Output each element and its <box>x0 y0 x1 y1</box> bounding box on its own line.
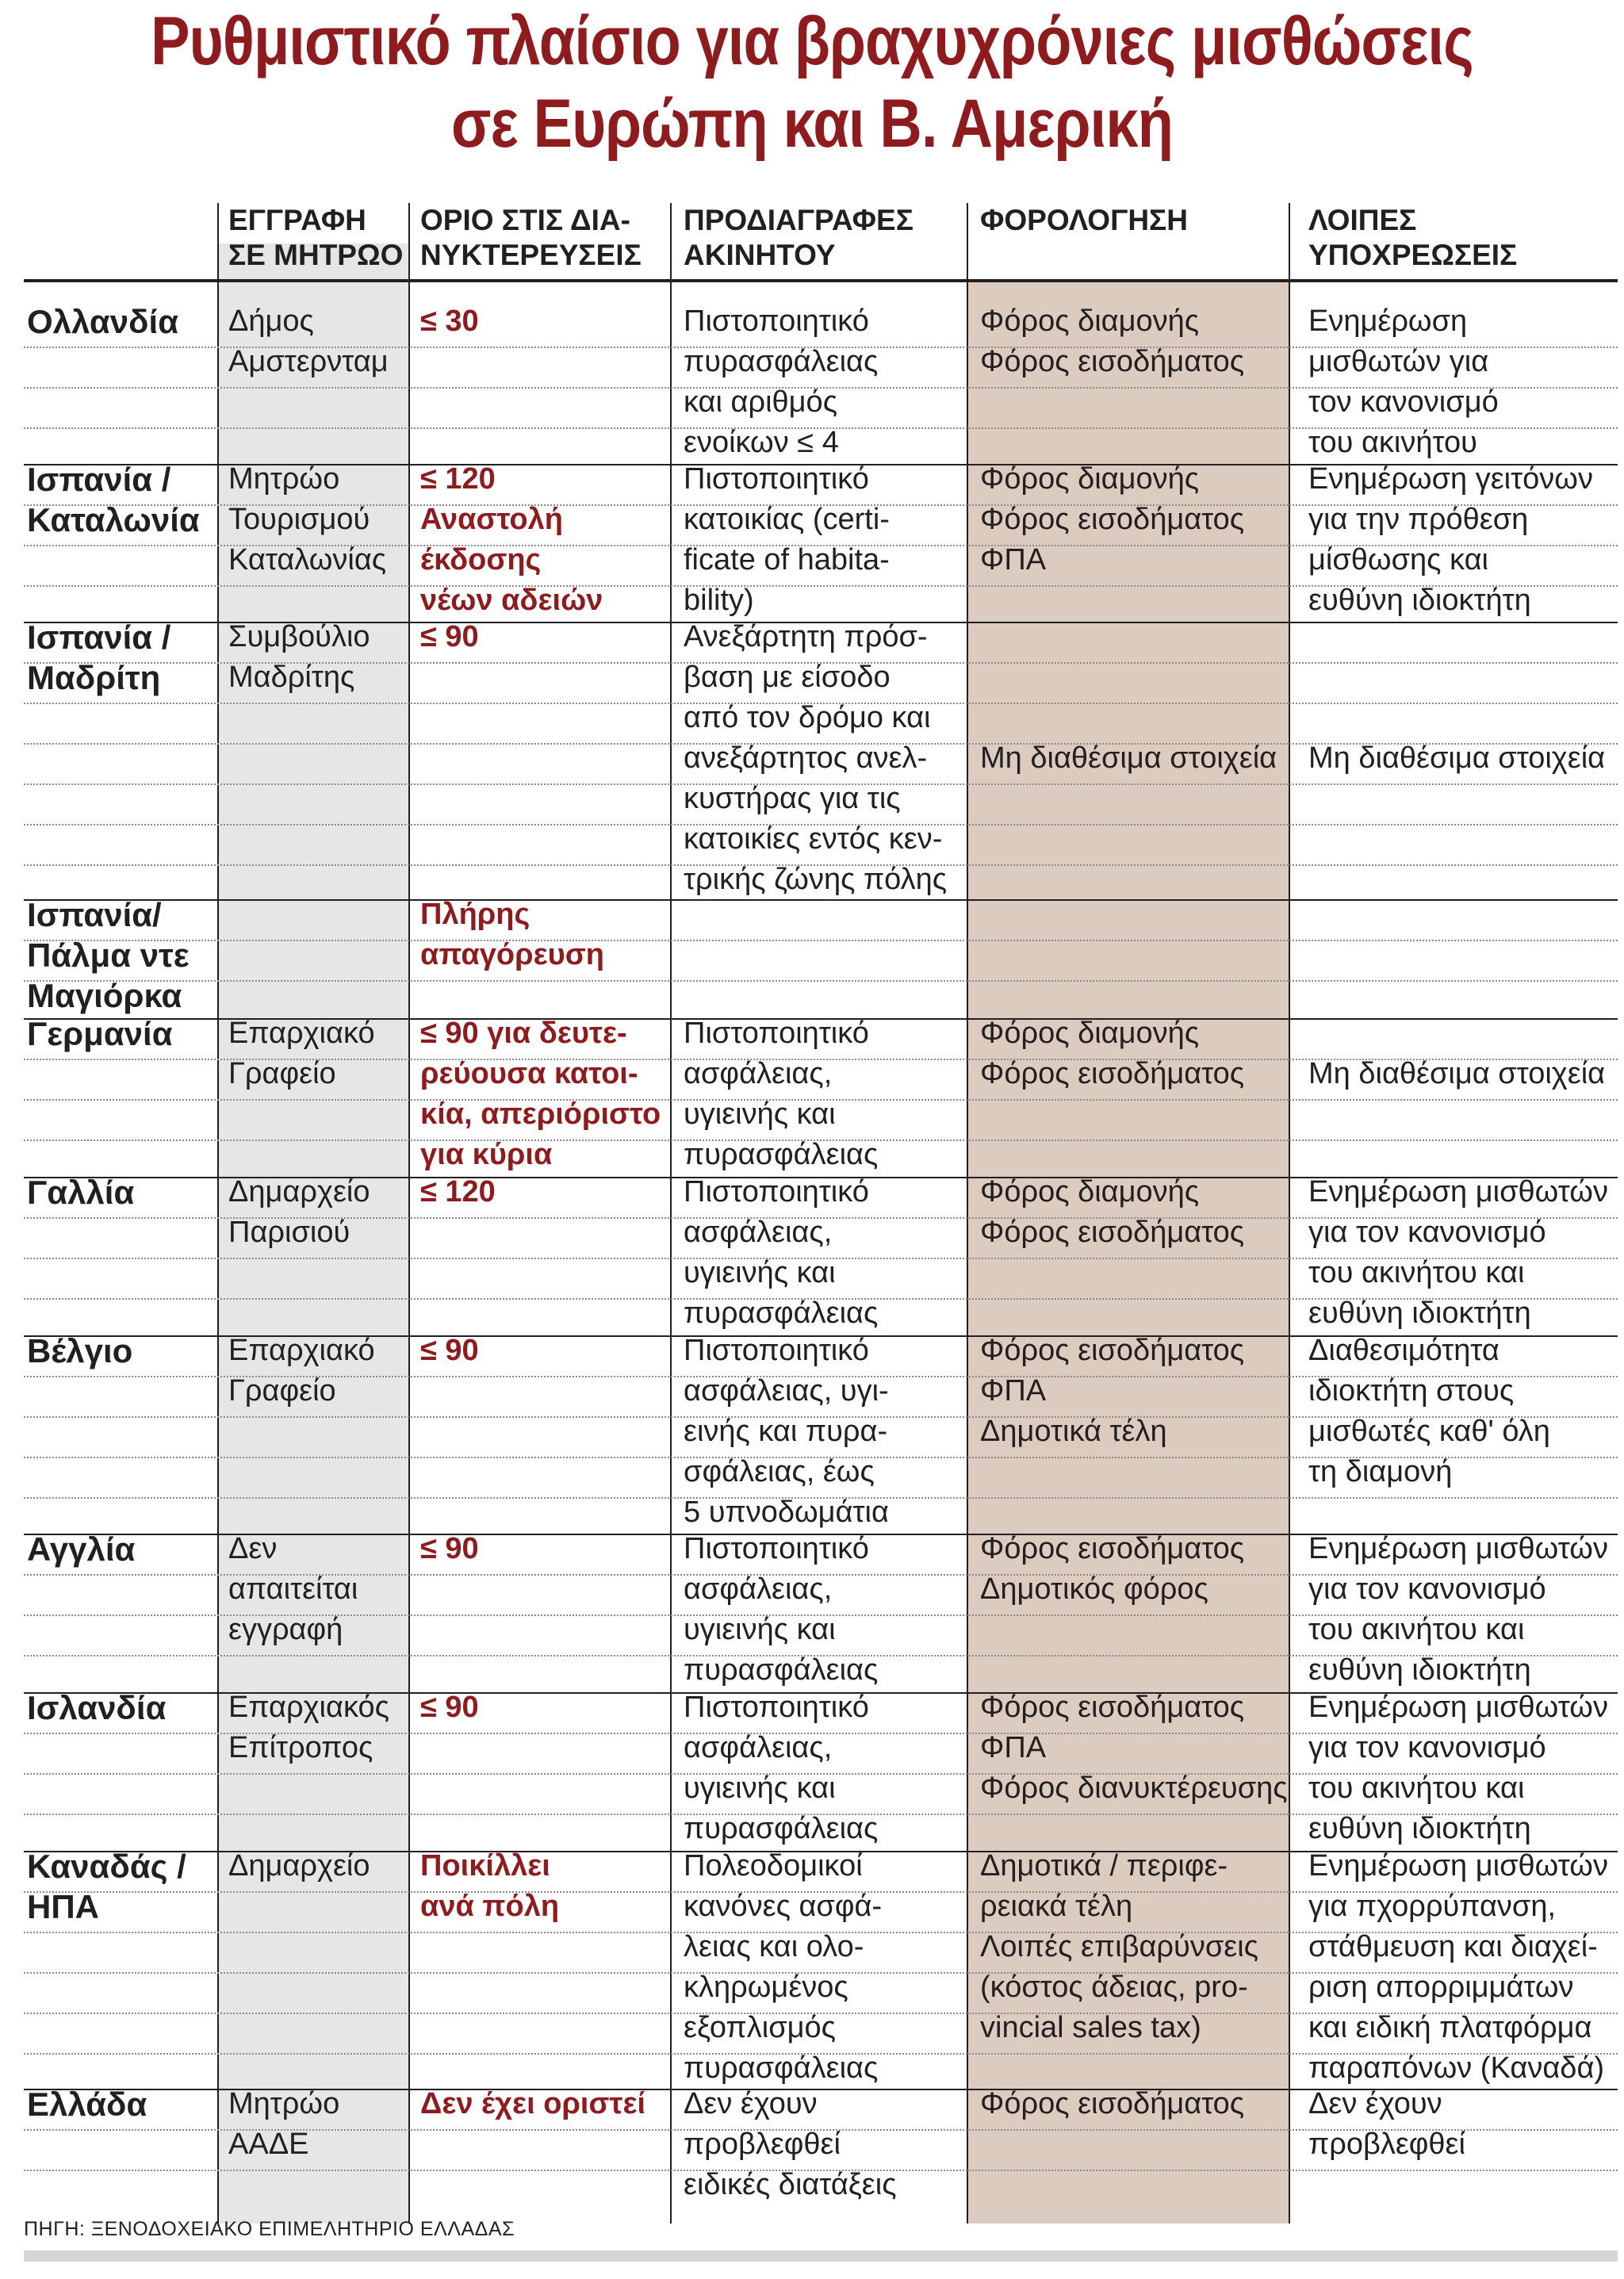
other-cell: Ενημέρωση γειτόνων για την πρόθεση μίσθωσης και ευθύνη ιδιοκτήτη <box>1308 462 1593 617</box>
specs-cell: Πιστοποιητικό ασφάλειας, υγιεινής και πυρασφάλειας <box>684 1017 879 1171</box>
limit-cell: Δεν έχει οριστεί <box>420 2087 646 2120</box>
specs-cell: Πιστοποιητικό ασφάλειας, υγιεινής και πυρασφάλειας <box>684 1691 879 1845</box>
header-other: ΛΟΙΠΕΣ ΥΠΟΧΡΕΩΣΕΙΣ <box>1308 204 1518 271</box>
tax-cell: Φόρος εισοδήματος Δημοτικός φόρος <box>980 1532 1245 1606</box>
registry-cell: Επαρχιακό Γραφείο <box>228 1017 375 1090</box>
other-cell: Ενημέρωση μισθωτών για τον κανονισμό του ακινήτου και ευθύνη ιδιοκτήτη <box>1308 1175 1608 1330</box>
specs-cell: Πιστοποιητικό κατοικίας (certi- ficate of habita- bility) <box>684 462 890 617</box>
country-cell: Ελλάδα <box>27 2086 147 2123</box>
specs-cell: Πολεοδομικοί κανόνες ασφά- λειας και ολο- κληρωμένος εξοπλισμός πυρασφάλειας <box>684 1849 883 2085</box>
specs-cell: Πιστοποιητικό ασφάλειας, υγιεινής και πυρασφάλειας <box>684 1175 879 1330</box>
header-registry: ΕΓΓΡΑΦΗ ΣΕ ΜΗΤΡΩΟ <box>228 204 404 271</box>
tax-cell: Φόρος διαμονής Φόρος εισοδήματος <box>980 1017 1245 1090</box>
tax-cell: Μη διαθέσιμα στοιχεία <box>980 741 1277 775</box>
limit-cell: ≤ 120 <box>420 1175 496 1208</box>
dotted-rule <box>24 940 1618 941</box>
registry-cell: Δημαρχείο <box>228 1849 370 1883</box>
limit-cell: Ποικίλλει ανά πόλη <box>420 1849 560 1923</box>
other-cell: Ενημέρωση μισθωτών για τον κανονισμό του ακινήτου <box>1308 305 1499 459</box>
country-cell: Αγγλία <box>27 1530 136 1568</box>
other-cell: Μη διαθέσιμα στοιχεία <box>1308 741 1606 775</box>
dotted-rule <box>24 980 1618 982</box>
title-line-1: Ρυθμιστικό πλαίσιο για βραχυχρόνιες μισθώσεις <box>151 3 1473 79</box>
tax-cell: Φόρος διαμονής Φόρος εισοδήματος <box>980 1175 1245 1249</box>
specs-cell: Ανεξάρτητη πρόσ- βαση με είσοδο από τον δρόμο και ανεξάρτητος ανελ- κυστήρας για τις κατοικίες εντός κεν- τρικής ζώνης πόλης <box>684 620 948 896</box>
column-divider <box>408 203 410 2223</box>
tax-cell: Φόρος εισοδήματος ΦΠΑ Δημοτικά τέλη <box>980 1334 1245 1448</box>
registry-cell: Συμβούλιο Μαδρίτης <box>228 620 370 694</box>
country-cell: Γερμανία <box>27 1015 173 1052</box>
specs-cell: Πιστοποιητικό ασφάλειας, υγιεινής και πυρασφάλειας <box>684 1532 879 1687</box>
country-cell: Ισπανία / Καταλωνία <box>27 461 200 538</box>
limit-cell: ≤ 30 <box>420 305 479 338</box>
other-cell: Ενημέρωση μισθωτών για τον κανονισμό του ακινήτου και ευθύνη ιδιοκτήτη <box>1308 1532 1608 1687</box>
specs-cell: Πιστοποιητικό πυρασφάλειας και αριθμός ενοίκων ≤ 4 <box>684 305 879 459</box>
source-note: ΠΗΓΗ: ΞΕΝΟΔΟΧΕΙΑΚΟ ΕΠΙΜΕΛΗΤΗΡΙΟ ΕΛΛΑΔΑΣ <box>24 2218 515 2240</box>
title-line-2: σε Ευρώπη και Β. Αμερική <box>450 86 1174 162</box>
header-limit: ΟΡΙΟ ΣΤΙΣ ΔΙΑ- ΝΥΚΤΕΡΕΥΣΕΙΣ <box>420 204 642 271</box>
limit-cell: ≤ 90 <box>420 620 479 653</box>
country-cell: Γαλλία <box>27 1174 135 1211</box>
tax-cell: Φόρος εισοδήματος <box>980 2087 1245 2120</box>
header-tax: ΦΟΡΟΛΟΓΗΣΗ <box>980 204 1188 236</box>
tax-cell: Δημοτικά / περιφε- ρειακά τέλη Λοιπές επιβαρύνσεις (κόστος άδειας, pro- vincial sales tax) <box>980 1849 1258 2044</box>
limit-cell: ≤ 90 <box>420 1532 479 1565</box>
bottom-bar <box>24 2250 1618 2262</box>
country-cell: Ισπανία/ Πάλμα ντε Μαγιόρκα <box>27 896 190 1014</box>
registry-cell: Μητρώο Τουρισμού Καταλωνίας <box>228 462 387 576</box>
country-cell: Ισπανία / Μαδρίτη <box>27 619 171 696</box>
limit-cell: ≤ 90 <box>420 1691 479 1724</box>
registry-cell: Δημαρχείο Παρισιού <box>228 1175 370 1249</box>
other-cell: Μη διαθέσιμα στοιχεία <box>1308 1057 1606 1090</box>
limit-cell: ≤ 90 για δευτε- ρεύουσα κατοι- κία, απεριόριστο για κύρια <box>420 1017 661 1171</box>
country-cell: Ισλανδία <box>27 1689 167 1726</box>
limit-cell: ≤ 90 <box>420 1334 479 1367</box>
other-cell: Ενημέρωση μισθωτών για πχορρύπανση, στάθμευση και διαχεί- ριση απορριμμάτων και ειδική πλατφόρμα παραπόνων (Καναδά) <box>1308 1849 1608 2085</box>
specs-cell: Πιστοποιητικό ασφάλειας, υγι- εινής και πυρα- σφάλειας, έως 5 υπνοδωμάτια <box>684 1334 889 1529</box>
column-divider <box>1289 203 1290 2223</box>
limit-cell: Πλήρης απαγόρευση <box>420 898 604 971</box>
column-divider <box>967 203 968 2223</box>
tax-cell: Φόρος διαμονής Φόρος εισοδήματος <box>980 305 1245 378</box>
other-cell: Δεν έχουν προβλεφθεί <box>1308 2087 1465 2161</box>
registry-cell: Δήμος Αμστερνταμ <box>228 305 389 378</box>
other-cell: Ενημέρωση μισθωτών για τον κανονισμό του ακινήτου και ευθύνη ιδιοκτήτη <box>1308 1691 1608 1845</box>
country-cell: Ολλανδία <box>27 303 179 340</box>
registry-cell: Επαρχιακό Γραφείο <box>228 1334 375 1408</box>
country-cell: Βέλγιο <box>27 1332 133 1369</box>
column-divider <box>217 203 219 2223</box>
header-specs: ΠΡΟΔΙΑΓΡΑΦΕΣ ΑΚΙΝΗΤΟΥ <box>684 204 914 271</box>
tax-cell: Φόρος διαμονής Φόρος εισοδήματος ΦΠΑ <box>980 462 1245 576</box>
column-divider <box>670 203 672 2223</box>
specs-cell: Δεν έχουν προβλεφθεί ειδικές διατάξεις <box>684 2087 897 2201</box>
tax-cell: Φόρος εισοδήματος ΦΠΑ Φόρος διανυκτέρευσης <box>980 1691 1288 1805</box>
registry-cell: Δεν απαιτείται εγγραφή <box>228 1532 358 1646</box>
registry-cell: Επαρχιακός Επίτροπος <box>228 1691 389 1764</box>
country-cell: Καναδάς / ΗΠΑ <box>27 1848 186 1925</box>
registry-cell: Μητρώο ΑΑΔΕ <box>228 2087 340 2161</box>
limit-cell: ≤ 120 Αναστολή έκδοσης νέων αδειών <box>420 462 603 617</box>
other-cell: Διαθεσιμότητα ιδιοκτήτη στους μισθωτές καθ' όλη τη διαμονή <box>1308 1334 1550 1488</box>
header-rule <box>24 279 1618 282</box>
page-title <box>113 0 1510 165</box>
